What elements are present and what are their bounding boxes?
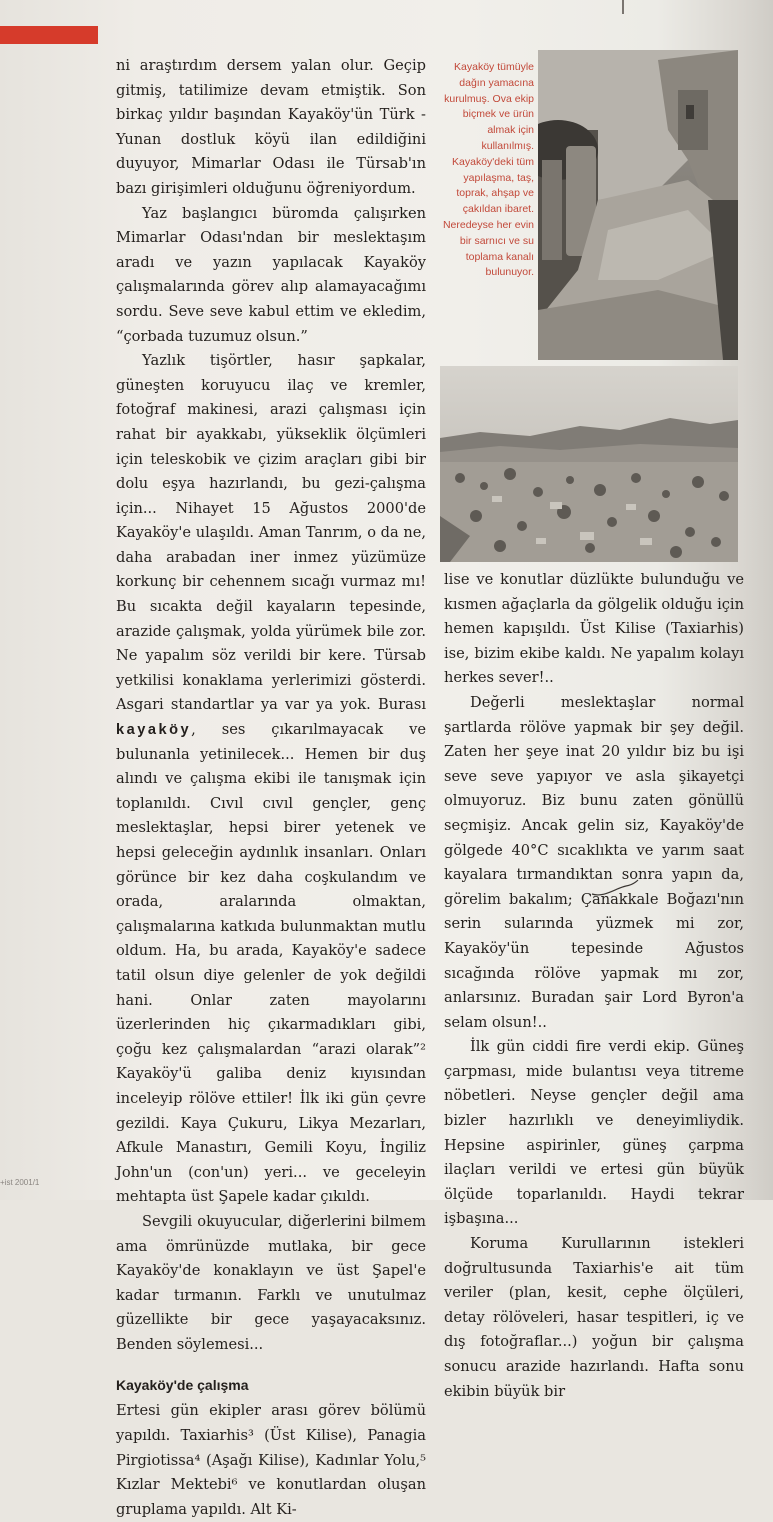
article-right-column [444, 568, 744, 1404]
paragraph-1: ni araştırdım dersem yalan olur. Geçip gitmiş, tatilimize devam etmiştik. Son birkaç yıldır başından Kayaköy'ün Türk -Yunan dostluk köyü ilan edildiğini duyuyor, Mimarlar Odası ile Türsab'ın bazı girişimleri olduğunu öğreniyordum. [116, 57, 426, 197]
paragraph-3-continued: , ses çıkarılmayacak ve bulunanla yetinilecek... Hemen bir duş alındı ve çalışma ekibi ile tanışmak için toplanıldı. Cıvıl cıvıl gençler, genç meslektaşlar, hepsi birer yetenek ve hepsi geleceğin aydınlık insanları. Onları görünce bir kez daha coşkulandım ve orada, aralarında olmaktan, çalışmalarına katkıda bulunmaktan mutlu oldum. Ha, bu arada, Kayaköy'e sadece tatil olsun diye gelenler de yok değildi hani. Onlar zaten mayolarını üzerlerinden hiç çıkarmadıkları gibi, çoğu kez çalışmalardan “arazi olarak”² Kayaköy'ü galiba deniz kıyısından inceleyip rölöve ettiler! İlk iki gün çevre gezildi. Kaya Çukuru, Likya Mezarları, Afkule Manastırı, Gemili Koyu, İngiliz John'un (con'un) yeri... ve geceleyin mehtapta üst Şapele kadar çıkıldı. [116, 721, 426, 1206]
photo-valley-view [440, 366, 738, 562]
pen-mark-decoration [590, 878, 640, 900]
paragraph-6: Değerli meslektaşlar normal şartlarda rölöve yapmak bir şey değil. Zaten her şeye inat 20 yıldır biz bu işi seve seve yapıyor ve asla şikayetçi olmuyoruz. Biz bunu zaten gönüllü seçmişiz. Ancak gelin siz, Kayaköy'de gölgede 40°C sıcaklıkta ve yarım saat kayalara tırmandıktan sonra yapın da, görelim bakalım; Çanakkale Boğazı'nın serin sularında yüzmek mi zor, Kayaköy'ün tepesinde Ağustos sıcağında rölöve yapmak mı zor, anlarsınız. Buradan şair Lord Byron'a selam olsun!.. [444, 693, 744, 1031]
article-left-column [116, 54, 426, 1522]
page-footer: +ist 2001/1 [0, 1178, 40, 1187]
paragraph-2: Yaz başlangıcı büromda çalışırken Mimarlar Odası'ndan bir meslektaşım aradı ve yazın yapılacak Kayaköy çalışmalarında görev alıp alamayacağımı sordu. Seve seve kabul ettim ve ekledim, “çorbada tuzumuz olsun.” [116, 204, 426, 345]
section-paragraph: Ertesi gün ekipler arası görev bölümü yapıldı. Taxiarhis³ (Üst Kilise), Panagia Pirgiotissa⁴ (Aşağı Kilise), Kadınlar Yolu,⁵ Kızlar Mektebi⁶ ve konutlardan oluşan gruplama yapıldı. Alt Ki- [116, 1402, 426, 1518]
paragraph-3 [116, 349, 426, 1210]
section-heading: Kayaköy'de çalışma [116, 1377, 249, 1394]
paragraph-8: Koruma Kurullarının istekleri doğrultusunda Taxiarhis'e ait tüm veriler (plan, kesit, cephe ölçüleri, detay rölöveleri, hasar tespitleri, iç ve dış fotoğraflar...) yoğun bir çalışma sonucu arazide hazırlandı. Hafta sonu ekibin büyük bir [444, 1235, 744, 1400]
paragraph-4: Sevgili okuyucular, diğerlerini bilmem ama ömrünüzde mutlaka, bir gece Kayaköy'de konaklayın ve üst Şapel'e kadar tırmanın. Farklı ve unutulmaz güzellikte bir gece yaşayacaksınız. Benden söylemesi... [116, 1212, 426, 1353]
photo-caption: Kayaköy tümüyle dağın yamacına kurulmuş. Ova ekip biçmek ve ürün almak için kullanılmış. Kayaköy'deki tüm yapılaşma, taş, toprak, ahşap ve çakıldan ibaret. Neredeyse her evin bir sarnıcı ve su toplama kanalı bulunuyor. [442, 61, 534, 279]
paragraph-3-text: Yazlık tişörtler, hasır şapkalar, güneşten koruyucu ilaç ve kremler, fotoğraf makinesi, arazi çalışması için rahat bir ayakkabı, yükseklik ölçümleri için teleskobik ve çizim araçları gibi bir dolu eşya hazırlandı, bu gezi-çalışma için... Nihayet 15 Ağustos 2000'de Kayaköy'e ulaşıldı. Aman Tanrım, o da ne, daha arabadan iner inmez yüzümüze korkunç bir cehennem sıcağı vurmaz mı! Bu sıcakta değil kayaların tepesinde, arazide çalışmak, yolda yürümek bile zor. Ne yapalım söz verildi bir kere. Türsab yetkilisi konaklama yerlerimizi gösterdi. Asgari standartlar ya var ya yok. Burası [116, 352, 426, 714]
paragraph-5: lise ve konutlar düzlükte bulunduğu ve kısmen ağaçlarla da gölgelik olduğu için hemen kapışıldı. Üst Kilise (Taxiarhis) ise, bizim ekibe kaldı. Ne yapalım kolayı herkes sever!.. [444, 571, 744, 687]
section-color-bar [0, 26, 98, 44]
top-edge-mark [622, 0, 624, 14]
highlight-word: kayaköy [116, 722, 192, 739]
paragraph-7: İlk gün ciddi fire verdi ekip. Güneş çarpması, mide bulantısı veya titreme nöbetleri. Neyse gençler değil ama bizler hazırlıklı ve deneyimliydik. Hepsine aspirinler, güneş çarpma ilaçları verildi ve ertesi gün büyük ölçüde toparlanıldı. Haydi tekrar işbaşına... [444, 1038, 744, 1228]
photo-ruins-path [538, 50, 738, 360]
